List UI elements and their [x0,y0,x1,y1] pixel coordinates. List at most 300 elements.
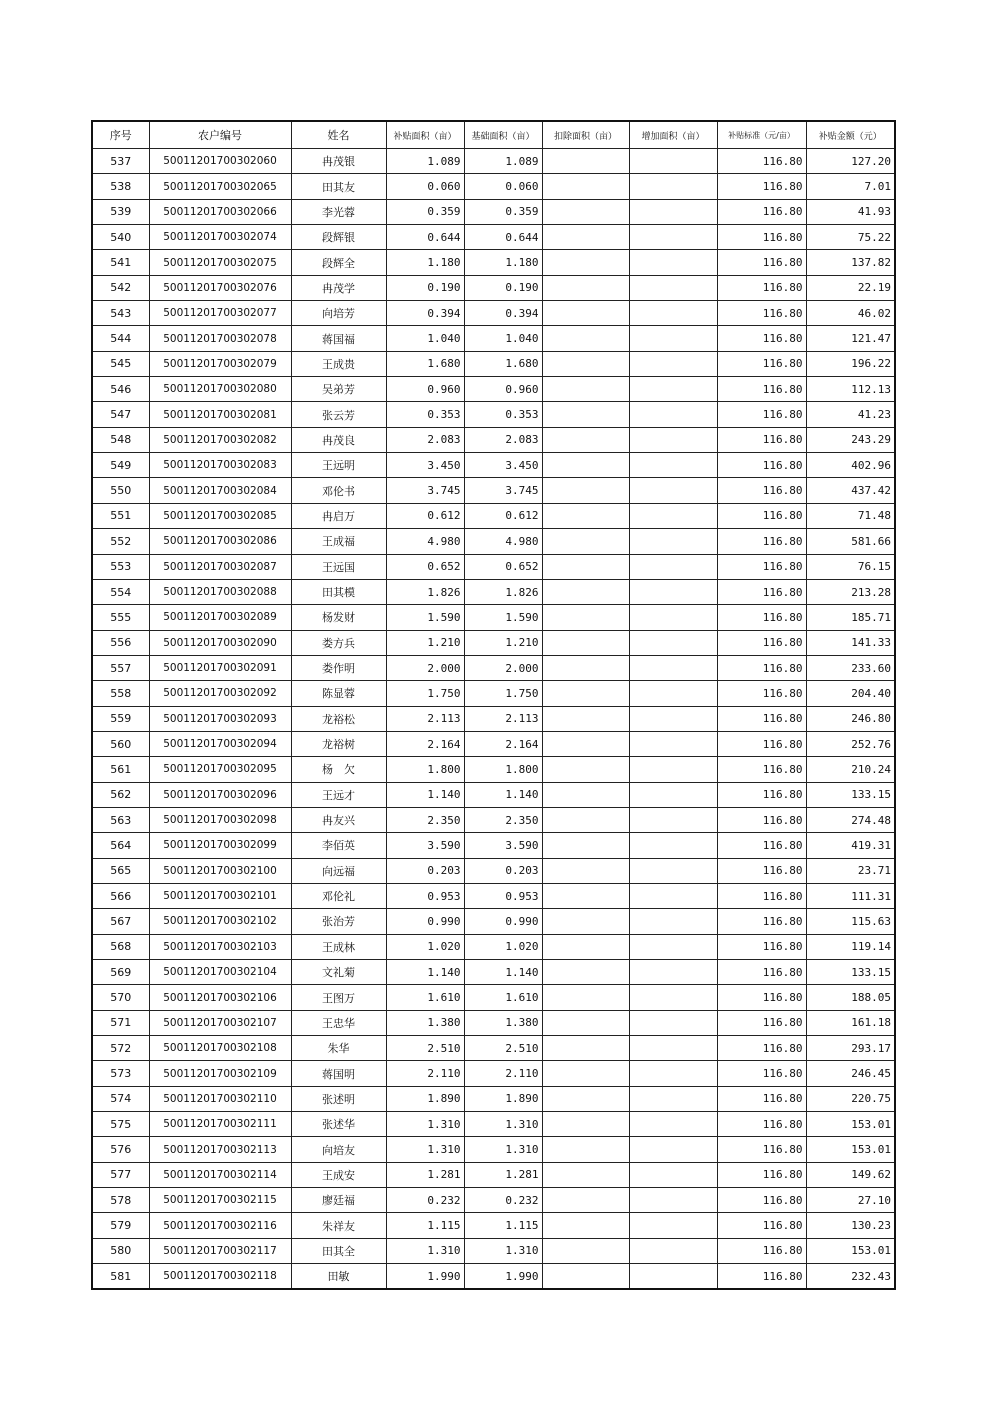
cell-deducted-area [542,529,629,554]
cell-deducted-area [542,1238,629,1263]
cell-added-area [629,1086,717,1111]
cell-index: 565 [92,858,149,883]
cell-added-area [629,630,717,655]
header-added-area: 增加面积（亩） [629,121,717,149]
header-index: 序号 [92,121,149,149]
cell-deducted-area [542,1010,629,1035]
cell-farmer-id: 50011201700302102 [149,909,291,934]
header-subsidy-rate: 补贴标准（元/亩） [717,121,806,149]
cell-base-area: 0.203 [464,858,542,883]
cell-added-area [629,985,717,1010]
cell-name: 田敏 [291,1264,386,1290]
cell-base-area: 0.060 [464,174,542,199]
cell-subsidy-area: 3.590 [386,833,464,858]
table-row [92,326,895,351]
cell-subsidy-rate: 116.80 [717,1162,806,1187]
cell-name: 田其模 [291,579,386,604]
cell-index: 581 [92,1264,149,1290]
cell-subsidy-area: 2.113 [386,706,464,731]
cell-index: 548 [92,427,149,452]
cell-index: 578 [92,1188,149,1213]
cell-deducted-area [542,1061,629,1086]
table-row [92,149,895,174]
cell-deducted-area [542,909,629,934]
cell-subsidy-rate: 116.80 [717,402,806,427]
cell-subsidy-amount: 76.15 [806,554,895,579]
cell-deducted-area [542,1112,629,1137]
cell-subsidy-amount: 252.76 [806,731,895,756]
table-row [92,377,895,402]
cell-subsidy-amount: 153.01 [806,1238,895,1263]
header-deducted-area: 扣除面积（亩） [542,121,629,149]
cell-subsidy-amount: 133.15 [806,960,895,985]
cell-base-area: 0.990 [464,909,542,934]
cell-deducted-area [542,427,629,452]
cell-base-area: 2.350 [464,807,542,832]
cell-index: 546 [92,377,149,402]
cell-deducted-area [542,301,629,326]
cell-index: 570 [92,985,149,1010]
cell-subsidy-area: 1.990 [386,1264,464,1290]
cell-index: 557 [92,655,149,680]
cell-name: 蒋国福 [291,326,386,351]
cell-added-area [629,807,717,832]
cell-added-area [629,782,717,807]
cell-subsidy-area: 1.890 [386,1086,464,1111]
cell-farmer-id: 50011201700302079 [149,351,291,376]
cell-subsidy-area: 1.590 [386,605,464,630]
cell-subsidy-area: 1.380 [386,1010,464,1035]
cell-deducted-area [542,1188,629,1213]
table-row [92,782,895,807]
cell-added-area [629,1264,717,1290]
cell-added-area [629,275,717,300]
cell-base-area: 1.089 [464,149,542,174]
table-row [92,1238,895,1263]
cell-farmer-id: 50011201700302111 [149,1112,291,1137]
cell-farmer-id: 50011201700302093 [149,706,291,731]
cell-added-area [629,149,717,174]
cell-deducted-area [542,225,629,250]
cell-subsidy-area: 0.612 [386,503,464,528]
cell-index: 579 [92,1213,149,1238]
cell-name: 杨发财 [291,605,386,630]
cell-index: 538 [92,174,149,199]
cell-deducted-area [542,883,629,908]
cell-deducted-area [542,402,629,427]
cell-subsidy-amount: 274.48 [806,807,895,832]
cell-subsidy-amount: 41.23 [806,402,895,427]
cell-subsidy-amount: 7.01 [806,174,895,199]
cell-subsidy-rate: 116.80 [717,605,806,630]
cell-subsidy-amount: 196.22 [806,351,895,376]
cell-subsidy-rate: 116.80 [717,250,806,275]
cell-index: 576 [92,1137,149,1162]
cell-subsidy-area: 0.359 [386,199,464,224]
table-row [92,529,895,554]
cell-index: 563 [92,807,149,832]
cell-subsidy-area: 1.140 [386,960,464,985]
cell-base-area: 2.000 [464,655,542,680]
table-row [92,934,895,959]
table-row [92,453,895,478]
cell-subsidy-rate: 116.80 [717,1213,806,1238]
cell-subsidy-amount: 185.71 [806,605,895,630]
cell-subsidy-rate: 116.80 [717,149,806,174]
cell-subsidy-amount: 27.10 [806,1188,895,1213]
cell-base-area: 1.281 [464,1162,542,1187]
table-row [92,402,895,427]
cell-subsidy-rate: 116.80 [717,503,806,528]
cell-farmer-id: 50011201700302103 [149,934,291,959]
cell-farmer-id: 50011201700302114 [149,1162,291,1187]
cell-deducted-area [542,478,629,503]
cell-name: 王成安 [291,1162,386,1187]
cell-deducted-area [542,326,629,351]
cell-base-area: 1.750 [464,681,542,706]
cell-name: 王成福 [291,529,386,554]
cell-subsidy-amount: 127.20 [806,149,895,174]
cell-subsidy-area: 2.350 [386,807,464,832]
cell-added-area [629,731,717,756]
cell-base-area: 0.960 [464,377,542,402]
cell-index: 540 [92,225,149,250]
cell-name: 龙裕松 [291,706,386,731]
cell-base-area: 2.110 [464,1061,542,1086]
cell-farmer-id: 50011201700302107 [149,1010,291,1035]
cell-deducted-area [542,985,629,1010]
cell-farmer-id: 50011201700302099 [149,833,291,858]
cell-index: 568 [92,934,149,959]
cell-subsidy-area: 1.140 [386,782,464,807]
cell-added-area [629,1112,717,1137]
cell-subsidy-rate: 116.80 [717,478,806,503]
cell-farmer-id: 50011201700302092 [149,681,291,706]
table-row [92,1010,895,1035]
cell-added-area [629,301,717,326]
cell-deducted-area [542,1264,629,1290]
cell-farmer-id: 50011201700302094 [149,731,291,756]
cell-subsidy-rate: 116.80 [717,655,806,680]
cell-subsidy-rate: 116.80 [717,1238,806,1263]
cell-added-area [629,706,717,731]
cell-base-area: 0.612 [464,503,542,528]
cell-name: 龙裕树 [291,731,386,756]
cell-added-area [629,1188,717,1213]
cell-farmer-id: 50011201700302080 [149,377,291,402]
cell-deducted-area [542,655,629,680]
cell-index: 556 [92,630,149,655]
cell-subsidy-rate: 116.80 [717,1112,806,1137]
cell-subsidy-area: 1.115 [386,1213,464,1238]
cell-base-area: 1.310 [464,1112,542,1137]
cell-farmer-id: 50011201700302085 [149,503,291,528]
cell-name: 娄作明 [291,655,386,680]
table-row [92,706,895,731]
cell-name: 向培友 [291,1137,386,1162]
cell-farmer-id: 50011201700302088 [149,579,291,604]
cell-base-area: 0.394 [464,301,542,326]
cell-name: 冉茂银 [291,149,386,174]
subsidy-table [91,120,896,1290]
cell-subsidy-amount: 246.45 [806,1061,895,1086]
cell-index: 544 [92,326,149,351]
cell-added-area [629,326,717,351]
cell-name: 段辉银 [291,225,386,250]
cell-added-area [629,1137,717,1162]
cell-name: 蒋国明 [291,1061,386,1086]
cell-subsidy-area: 1.180 [386,250,464,275]
cell-deducted-area [542,731,629,756]
cell-added-area [629,554,717,579]
cell-farmer-id: 50011201700302090 [149,630,291,655]
cell-subsidy-amount: 437.42 [806,478,895,503]
cell-base-area: 1.680 [464,351,542,376]
cell-deducted-area [542,757,629,782]
cell-deducted-area [542,377,629,402]
cell-added-area [629,681,717,706]
cell-base-area: 1.800 [464,757,542,782]
cell-base-area: 2.113 [464,706,542,731]
cell-deducted-area [542,1162,629,1187]
cell-subsidy-area: 0.990 [386,909,464,934]
header-farmer-id: 农户编号 [149,121,291,149]
cell-farmer-id: 50011201700302081 [149,402,291,427]
cell-farmer-id: 50011201700302101 [149,883,291,908]
cell-index: 577 [92,1162,149,1187]
cell-subsidy-rate: 116.80 [717,681,806,706]
cell-added-area [629,377,717,402]
cell-farmer-id: 50011201700302086 [149,529,291,554]
cell-base-area: 0.652 [464,554,542,579]
cell-name: 吴弟芳 [291,377,386,402]
cell-name: 张述明 [291,1086,386,1111]
cell-subsidy-amount: 204.40 [806,681,895,706]
cell-subsidy-area: 4.980 [386,529,464,554]
header-subsidy-area: 补贴面积（亩） [386,121,464,149]
cell-name: 邓伦书 [291,478,386,503]
cell-deducted-area [542,199,629,224]
table-row [92,199,895,224]
cell-deducted-area [542,554,629,579]
header-subsidy-amount: 补贴金额（元） [806,121,895,149]
table-row [92,1162,895,1187]
cell-subsidy-rate: 116.80 [717,427,806,452]
cell-base-area: 1.140 [464,782,542,807]
cell-deducted-area [542,807,629,832]
cell-name: 冉启万 [291,503,386,528]
cell-subsidy-amount: 232.43 [806,1264,895,1290]
cell-subsidy-area: 1.610 [386,985,464,1010]
cell-subsidy-area: 2.510 [386,1036,464,1061]
table-row [92,1086,895,1111]
table-row [92,174,895,199]
cell-subsidy-amount: 111.31 [806,883,895,908]
cell-index: 543 [92,301,149,326]
cell-name: 文礼菊 [291,960,386,985]
table-row [92,757,895,782]
cell-subsidy-amount: 23.71 [806,858,895,883]
cell-name: 王成贵 [291,351,386,376]
cell-subsidy-area: 0.190 [386,275,464,300]
cell-base-area: 1.890 [464,1086,542,1111]
table-row [92,1213,895,1238]
cell-subsidy-amount: 130.23 [806,1213,895,1238]
cell-subsidy-rate: 116.80 [717,630,806,655]
table-row [92,858,895,883]
cell-subsidy-area: 0.232 [386,1188,464,1213]
cell-added-area [629,858,717,883]
cell-farmer-id: 50011201700302104 [149,960,291,985]
cell-name: 向培芳 [291,301,386,326]
cell-added-area [629,1238,717,1263]
cell-base-area: 2.510 [464,1036,542,1061]
cell-name: 张云芳 [291,402,386,427]
cell-farmer-id: 50011201700302095 [149,757,291,782]
cell-subsidy-amount: 153.01 [806,1112,895,1137]
cell-added-area [629,1213,717,1238]
cell-name: 田其友 [291,174,386,199]
cell-farmer-id: 50011201700302078 [149,326,291,351]
cell-name: 王远明 [291,453,386,478]
cell-added-area [629,655,717,680]
cell-index: 572 [92,1036,149,1061]
cell-subsidy-amount: 233.60 [806,655,895,680]
cell-added-area [629,402,717,427]
cell-added-area [629,883,717,908]
cell-index: 558 [92,681,149,706]
cell-subsidy-amount: 149.62 [806,1162,895,1187]
cell-subsidy-rate: 116.80 [717,377,806,402]
cell-base-area: 1.115 [464,1213,542,1238]
cell-subsidy-amount: 133.15 [806,782,895,807]
cell-subsidy-rate: 116.80 [717,199,806,224]
cell-subsidy-area: 0.953 [386,883,464,908]
table-row [92,731,895,756]
cell-added-area [629,250,717,275]
table-row [92,883,895,908]
cell-farmer-id: 50011201700302060 [149,149,291,174]
cell-added-area [629,934,717,959]
cell-deducted-area [542,934,629,959]
cell-farmer-id: 50011201700302074 [149,225,291,250]
cell-farmer-id: 50011201700302109 [149,1061,291,1086]
cell-subsidy-amount: 419.31 [806,833,895,858]
cell-subsidy-area: 1.310 [386,1137,464,1162]
cell-added-area [629,579,717,604]
cell-farmer-id: 50011201700302096 [149,782,291,807]
cell-farmer-id: 50011201700302110 [149,1086,291,1111]
cell-name: 廖廷福 [291,1188,386,1213]
table-row [92,503,895,528]
cell-subsidy-rate: 116.80 [717,985,806,1010]
cell-subsidy-rate: 116.80 [717,1188,806,1213]
cell-index: 541 [92,250,149,275]
cell-base-area: 1.040 [464,326,542,351]
table-row [92,909,895,934]
cell-base-area: 0.359 [464,199,542,224]
cell-index: 560 [92,731,149,756]
cell-farmer-id: 50011201700302077 [149,301,291,326]
table-row [92,351,895,376]
cell-index: 553 [92,554,149,579]
table-row [92,985,895,1010]
cell-index: 549 [92,453,149,478]
table-row [92,579,895,604]
cell-added-area [629,529,717,554]
cell-name: 朱华 [291,1036,386,1061]
cell-subsidy-rate: 116.80 [717,909,806,934]
cell-subsidy-area: 0.060 [386,174,464,199]
cell-subsidy-amount: 71.48 [806,503,895,528]
cell-base-area: 0.232 [464,1188,542,1213]
cell-subsidy-amount: 112.13 [806,377,895,402]
cell-deducted-area [542,351,629,376]
table-row [92,833,895,858]
cell-subsidy-rate: 116.80 [717,529,806,554]
cell-subsidy-rate: 116.80 [717,1086,806,1111]
cell-subsidy-amount: 137.82 [806,250,895,275]
cell-subsidy-area: 0.652 [386,554,464,579]
cell-subsidy-area: 0.203 [386,858,464,883]
cell-base-area: 1.210 [464,630,542,655]
cell-subsidy-area: 1.089 [386,149,464,174]
cell-subsidy-amount: 141.33 [806,630,895,655]
cell-index: 569 [92,960,149,985]
cell-subsidy-rate: 116.80 [717,579,806,604]
cell-added-area [629,909,717,934]
cell-added-area [629,478,717,503]
cell-index: 580 [92,1238,149,1263]
cell-deducted-area [542,503,629,528]
cell-name: 冉茂学 [291,275,386,300]
cell-deducted-area [542,1137,629,1162]
cell-added-area [629,225,717,250]
cell-base-area: 1.610 [464,985,542,1010]
cell-subsidy-rate: 116.80 [717,174,806,199]
cell-base-area: 0.644 [464,225,542,250]
table-body [92,149,895,1290]
cell-added-area [629,605,717,630]
cell-subsidy-area: 1.750 [386,681,464,706]
cell-index: 567 [92,909,149,934]
cell-index: 559 [92,706,149,731]
cell-subsidy-amount: 243.29 [806,427,895,452]
cell-added-area [629,174,717,199]
cell-name: 王远国 [291,554,386,579]
cell-base-area: 1.310 [464,1238,542,1263]
cell-farmer-id: 50011201700302106 [149,985,291,1010]
cell-subsidy-area: 1.210 [386,630,464,655]
table-row [92,960,895,985]
cell-subsidy-amount: 119.14 [806,934,895,959]
table-row [92,605,895,630]
table-row [92,1188,895,1213]
cell-subsidy-amount: 220.75 [806,1086,895,1111]
cell-index: 566 [92,883,149,908]
header-base-area: 基础面积（亩） [464,121,542,149]
cell-base-area: 3.590 [464,833,542,858]
cell-base-area: 2.164 [464,731,542,756]
cell-name: 王忠华 [291,1010,386,1035]
cell-index: 564 [92,833,149,858]
cell-subsidy-area: 3.745 [386,478,464,503]
cell-name: 向远福 [291,858,386,883]
header-row [92,121,895,149]
cell-subsidy-rate: 116.80 [717,326,806,351]
cell-name: 王远才 [291,782,386,807]
cell-subsidy-amount: 210.24 [806,757,895,782]
